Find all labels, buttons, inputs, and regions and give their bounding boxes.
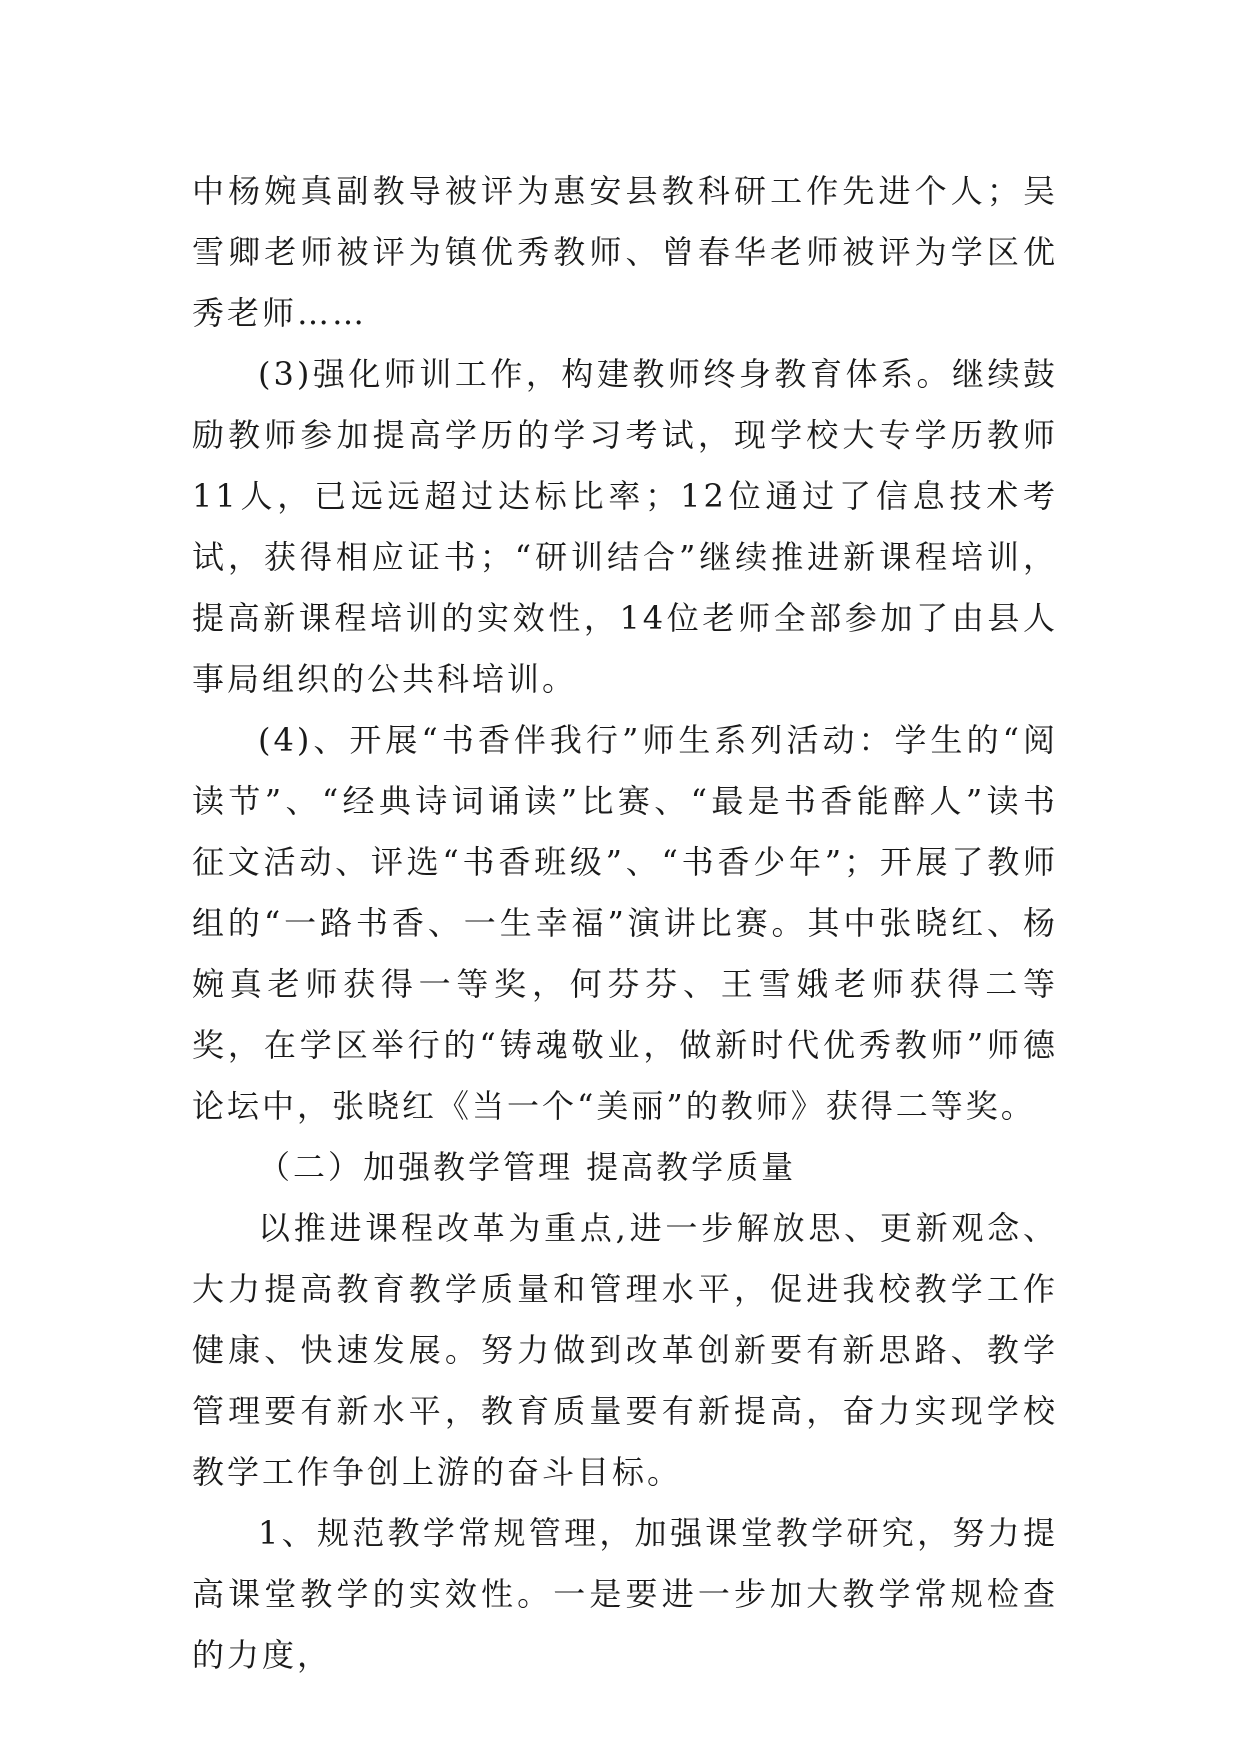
paragraph-reading-activities: (4)、开展“书香伴我行”师生系列活动：学生的“阅读节”、“经典诗词诵读”比赛、“最是书香能醉人”读书征文活动、评选“书香班级”、“书香少年”；开展了教师组的“一路书香、一生幸福”演讲比赛。其中张晓红、杨婉真老师获得一等奖，何芬芬、王雪娥老师获得二等奖，在学区举行的“铸魂敬业，做新时代优秀教师”师德论坛中，张晓红《当一个“美丽”的教师》获得二等奖。: [192, 721, 1058, 1125]
paragraph-continuation: 中杨婉真副教导被评为惠安县教科研工作先进个人；吴雪卿老师被评为镇优秀教师、曾春华老师被评为学区优秀老师……: [192, 172, 1058, 332]
paragraph-curriculum-reform: 以推进课程改革为重点,进一步解放思、更新观念、大力提高教育教学质量和管理水平，促进我校教学工作健康、快速发展。努力做到改革创新要有新思路、教学管理要有新水平，教育质量要有新提高，奋力实现学校教学工作争创上游的奋斗目标。: [192, 1209, 1058, 1491]
paragraph-teacher-training: (3)强化师训工作，构建教师终身教育体系。继续鼓励教师参加提高学历的学习考试，现学校大专学历教师11人，已远远超过达标比率；12位通过了信息技术考试，获得相应证书；“研训结合”继续推进新课程培训，提高新课程培训的实效性，14位老师全部参加了由县人事局组织的公共科培训。: [192, 355, 1058, 698]
paragraph-teaching-routine: 1、规范教学常规管理，加强课堂教学研究，努力提高课堂教学的实效性。一是要进一步加大教学常规检查的力度，: [192, 1514, 1058, 1674]
document-body: [192, 161, 1058, 1686]
section-heading: （二）加强教学管理 提高教学质量: [258, 1148, 797, 1186]
